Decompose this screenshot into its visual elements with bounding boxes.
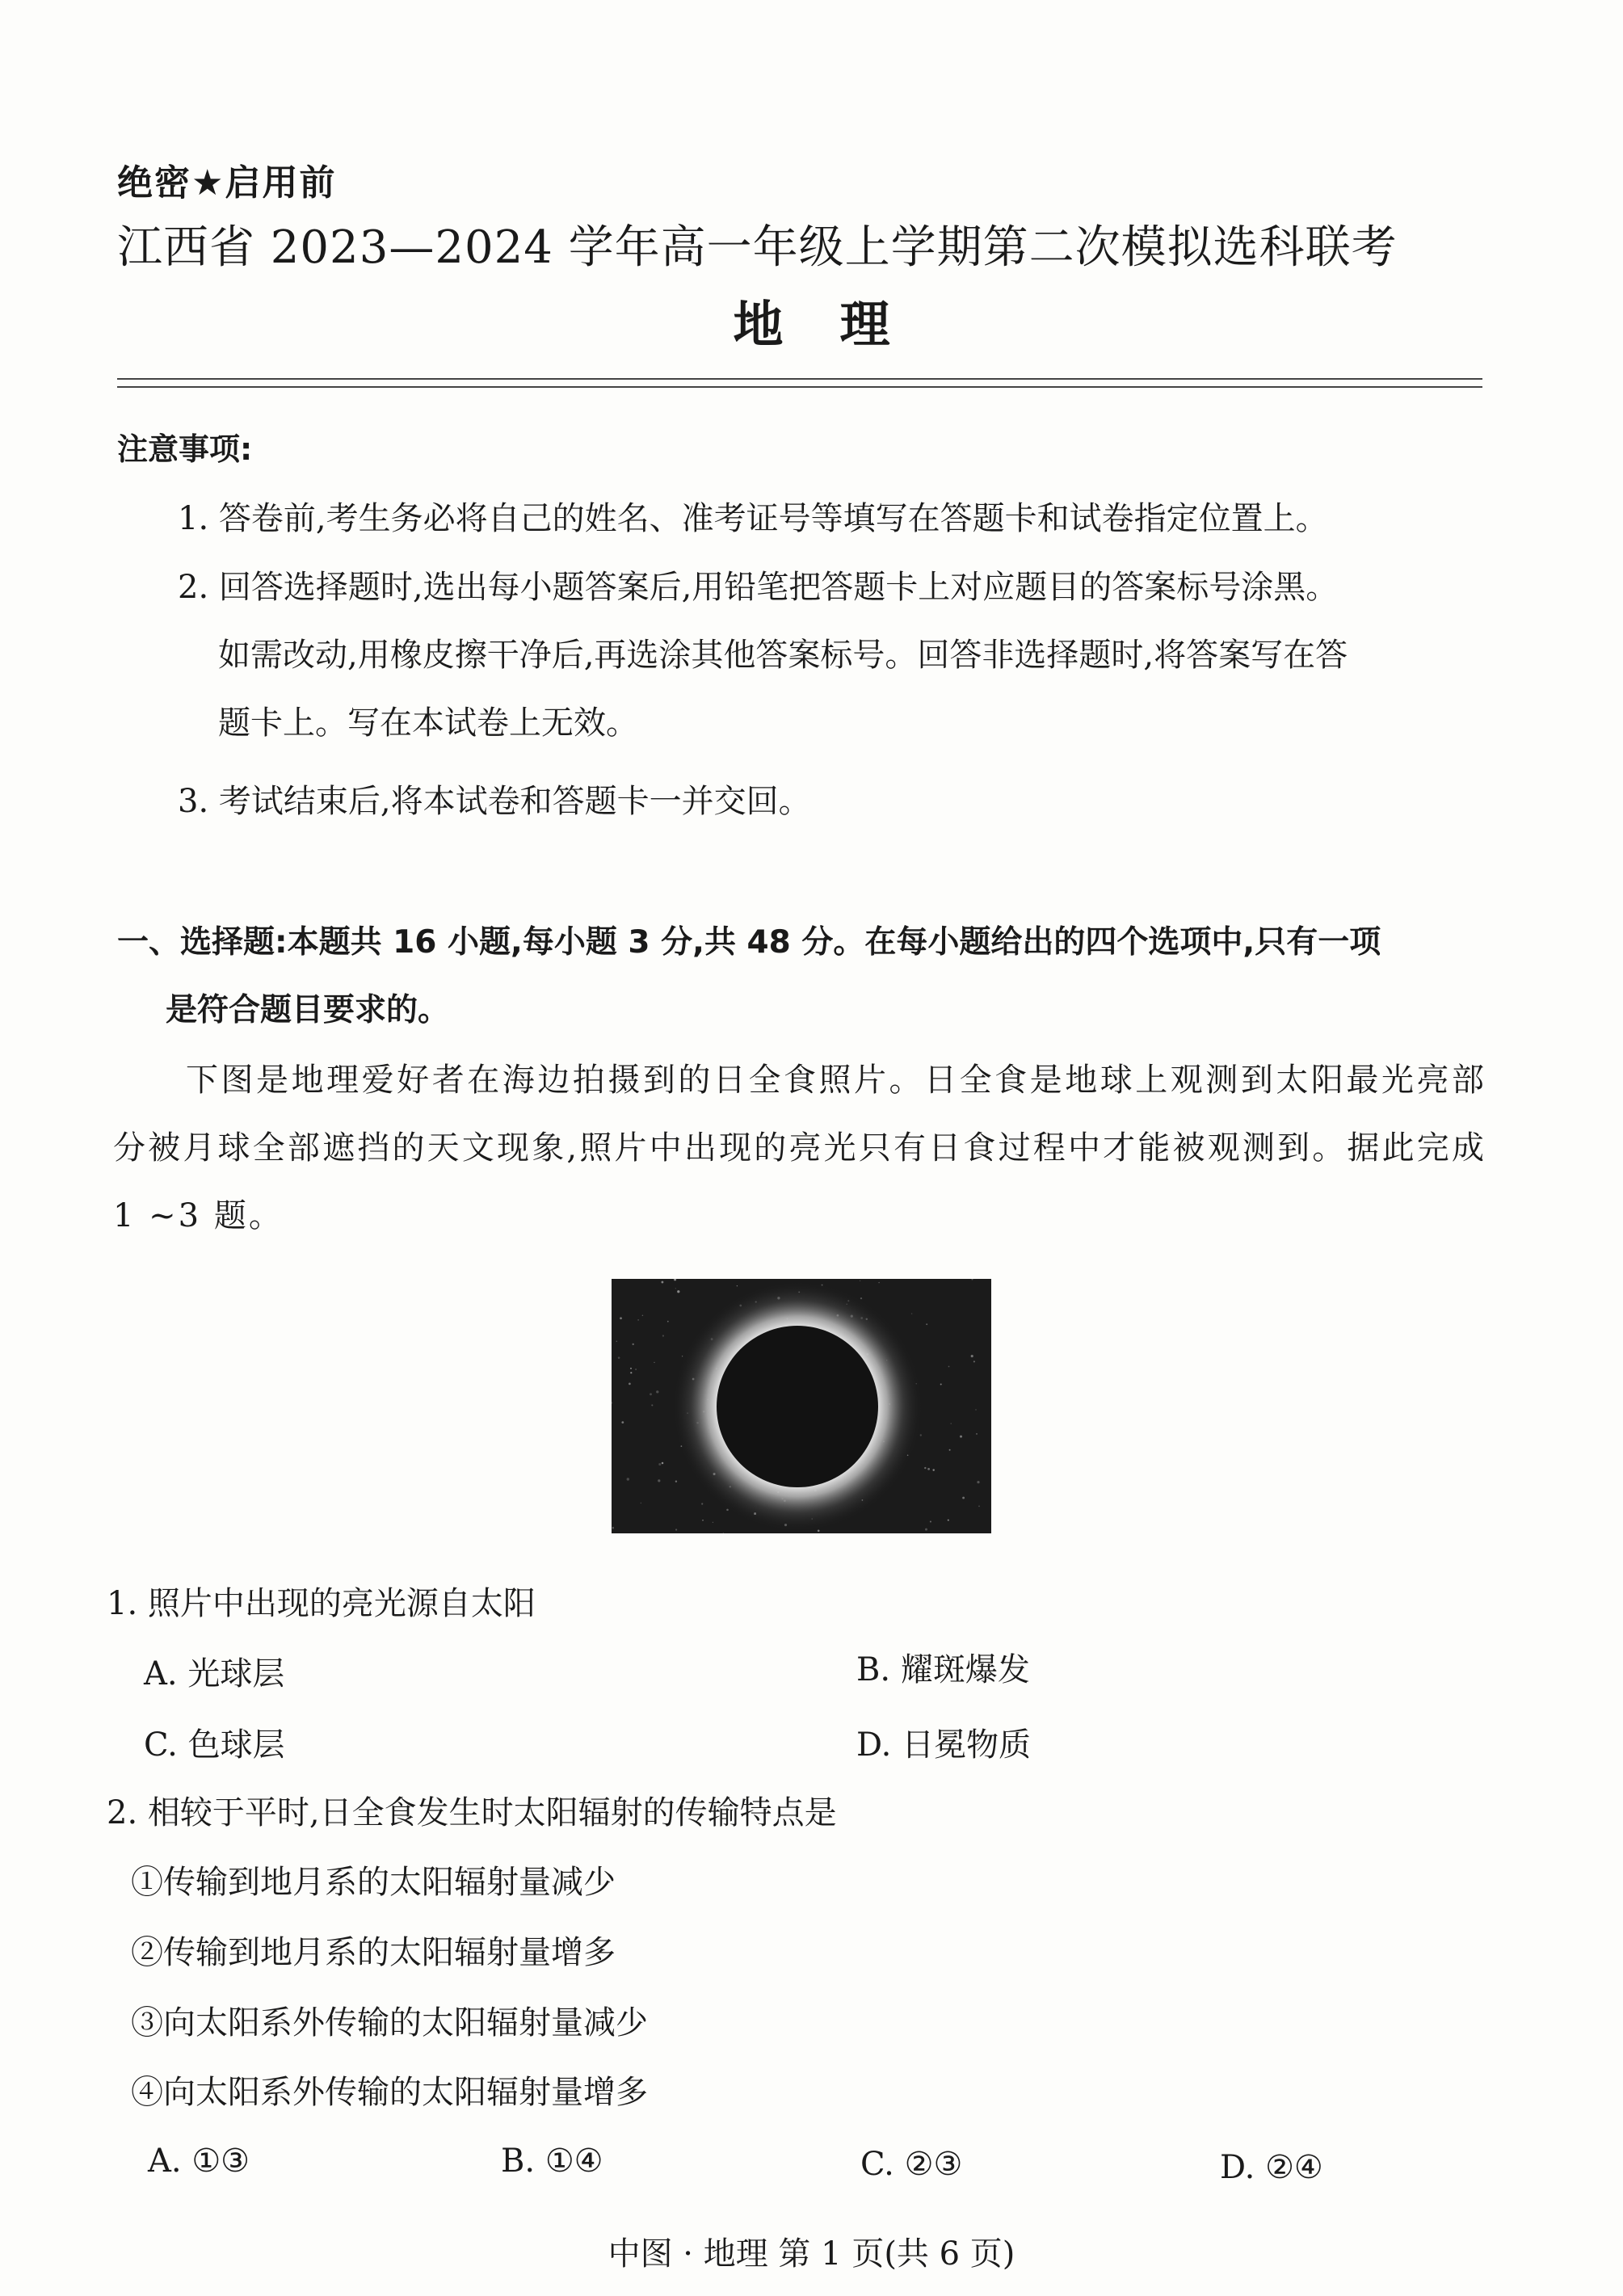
star-speck xyxy=(911,1313,913,1314)
question-1-stem: 1. 照片中出现的亮光源自太阳 xyxy=(107,1585,536,1622)
section-1-heading-line-1: 一、选择题:本题共 16 小题,每小题 3 分,共 48 分。在每小题给出的四个选项中,只有一项 xyxy=(117,924,1381,961)
star-speck xyxy=(977,1481,979,1483)
question-2-statement-2: ②传输到地月系的太阳辐射量增多 xyxy=(131,1934,616,1971)
star-speck xyxy=(658,1479,660,1482)
star-speck xyxy=(627,1478,629,1480)
star-speck xyxy=(662,1335,664,1336)
star-speck xyxy=(662,1462,664,1465)
star-speck xyxy=(658,1463,661,1465)
notice-item-3: 3. 考试结束后,将本试卷和答题卡一并交回。 xyxy=(178,783,811,820)
notice-item-2-line-3: 题卡上。写在本试卷上无效。 xyxy=(218,704,638,742)
section-1-heading-line-2: 是符合题目要求的。 xyxy=(166,992,450,1028)
header-divider-top xyxy=(117,378,1482,380)
notice-heading: 注意事项: xyxy=(117,431,253,467)
star-speck xyxy=(940,1383,942,1385)
notice-item-2-line-2: 如需改动,用橡皮擦干净后,再选涂其他答案标号。回答非选择题时,将答案写在答 xyxy=(218,637,1348,674)
star-speck xyxy=(618,1356,620,1359)
star-speck xyxy=(656,1390,658,1393)
star-speck xyxy=(702,1520,704,1521)
star-speck xyxy=(962,1497,965,1499)
star-speck xyxy=(949,1449,951,1451)
question-2-statement-1: ①传输到地月系的太阳辐射量减少 xyxy=(131,1864,616,1901)
star-speck xyxy=(661,1281,663,1284)
question-1-option-c: C. 色球层 xyxy=(144,1726,285,1764)
star-speck xyxy=(642,1315,644,1317)
exam-title: 江西省 2023—2024 学年高一年级上学期第二次模拟选科联考 xyxy=(117,221,1398,274)
star-speck xyxy=(621,1421,624,1423)
star-speck xyxy=(651,1404,653,1406)
notice-item-2-line-1: 2. 回答选择题时,选出每小题答案后,用铅笔把答题卡上对应题目的答案标号涂黑。 xyxy=(178,569,1339,606)
question-2-option-a: A. ①③ xyxy=(148,2143,250,2180)
subject-title: 地理 xyxy=(733,295,947,354)
moon-disk xyxy=(717,1326,878,1487)
star-speck xyxy=(976,1433,978,1435)
star-speck xyxy=(978,1506,980,1508)
star-speck xyxy=(675,1529,677,1530)
page-footer: 中图 · 地理 第 1 页(共 6 页) xyxy=(608,2235,1015,2273)
star-speck xyxy=(629,1383,631,1386)
star-speck xyxy=(930,1520,931,1522)
star-speck xyxy=(667,1321,669,1323)
star-speck xyxy=(926,1323,927,1325)
star-speck xyxy=(675,1480,677,1482)
star-speck xyxy=(630,1368,632,1369)
question-2-option-b: B. ①④ xyxy=(501,2143,603,2180)
question-2-statement-4: ④向太阳系外传输的太阳辐射量增多 xyxy=(131,2074,648,2111)
section-1-heading xyxy=(117,909,1482,1045)
star-speck xyxy=(878,1282,879,1283)
passage-text: 下图是地理爱好者在海边拍摄到的日全食照片。日全食是地球上观测到太阳最光亮部分被月球全部遮挡的天文现象,照片中出现的亮光只有日食过程中才能被观测到。据此完成 1 ~3 题。 xyxy=(113,1062,1486,1234)
star-speck xyxy=(971,1355,973,1357)
star-speck xyxy=(620,1317,622,1319)
star-speck xyxy=(920,1434,922,1436)
star-speck xyxy=(635,1369,637,1370)
notice-item-1: 1. 答卷前,考生务必将自己的姓名、准考证号等填写在答题卡和试卷指定位置上。 xyxy=(178,500,1328,537)
star-speck xyxy=(633,1344,634,1345)
star-speck xyxy=(675,1288,676,1289)
solar-eclipse-photo xyxy=(612,1279,991,1533)
star-speck xyxy=(637,1319,638,1320)
star-speck xyxy=(677,1290,679,1293)
question-2-statement-3: ③向太阳系外传输的太阳辐射量减少 xyxy=(131,2004,648,2042)
question-2-stem: 2. 相较于平时,日全食发生时太阳辐射的传输特点是 xyxy=(107,1794,837,1831)
star-speck xyxy=(701,1503,703,1504)
question-1-option-d: D. 日冕物质 xyxy=(856,1726,1032,1764)
star-speck xyxy=(927,1468,930,1470)
star-speck xyxy=(975,1409,976,1410)
notice-item-2 xyxy=(178,553,1486,757)
question-1-option-a: A. 光球层 xyxy=(144,1655,285,1693)
header-divider-bottom xyxy=(117,386,1482,388)
star-speck xyxy=(948,1520,949,1521)
star-speck xyxy=(924,1467,926,1469)
star-speck xyxy=(973,1360,975,1362)
question-2-option-c: C. ②③ xyxy=(860,2146,963,2183)
star-speck xyxy=(932,1469,934,1470)
star-speck xyxy=(612,1527,615,1529)
star-speck xyxy=(650,1393,652,1395)
star-speck xyxy=(925,1529,927,1531)
star-speck xyxy=(616,1341,617,1342)
question-2-option-d: D. ②④ xyxy=(1220,2149,1323,2186)
question-1-option-b: B. 耀斑爆发 xyxy=(856,1651,1030,1688)
secret-mark: 绝密★启用前 xyxy=(117,162,337,204)
star-speck xyxy=(960,1436,962,1438)
star-speck xyxy=(737,1285,738,1286)
star-speck xyxy=(948,1366,950,1368)
star-speck xyxy=(630,1372,632,1373)
